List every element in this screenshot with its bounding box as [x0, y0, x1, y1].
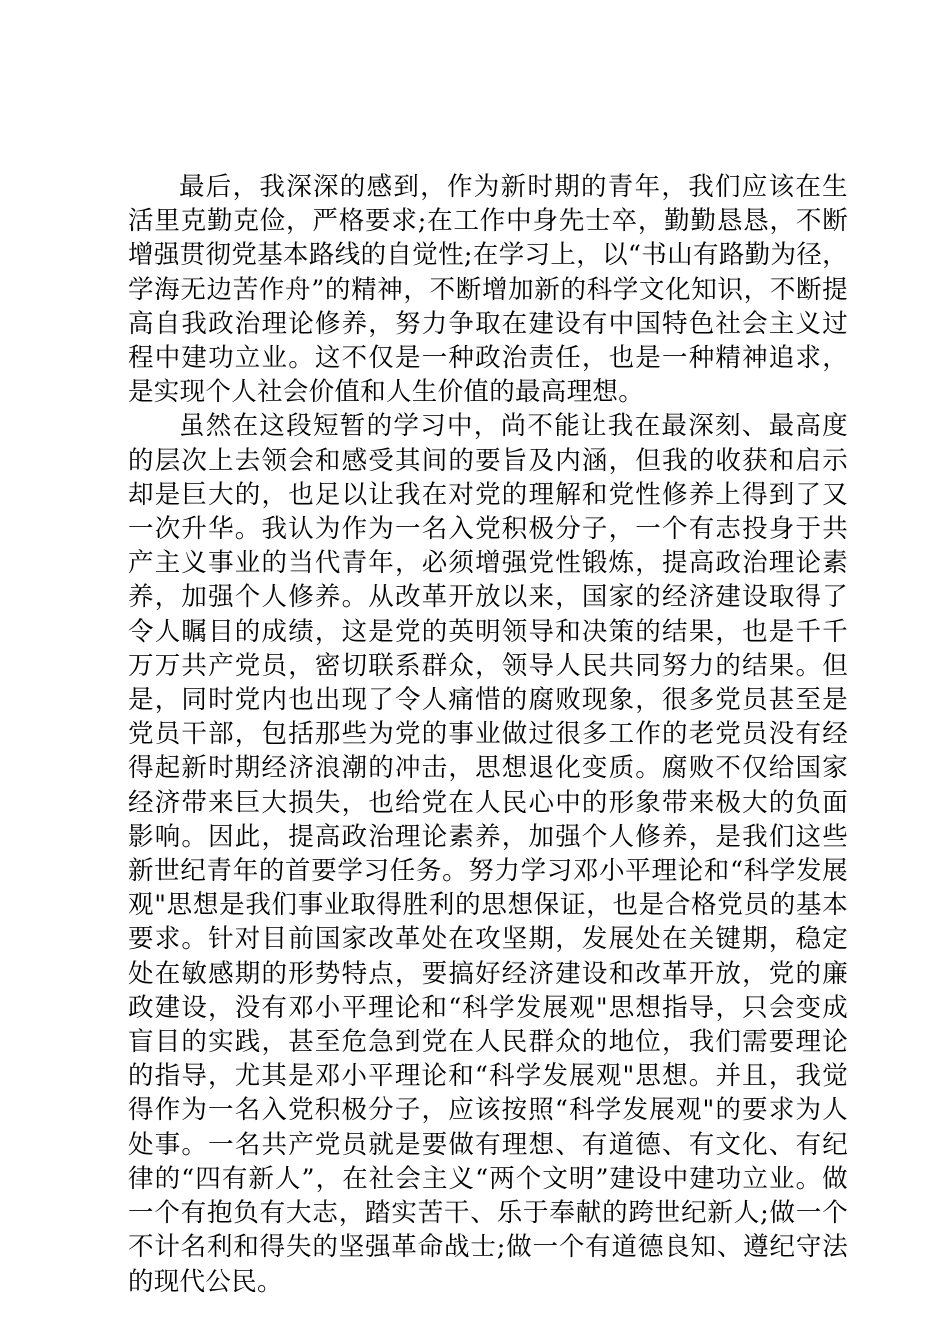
document-body	[128, 170, 848, 1299]
paragraph-1: 最后，我深深的感到，作为新时期的青年，我们应该在生活里克勤克俭，严格要求;在工作中身先士卒，勤勤恳恳，不断增强贯彻党基本路线的自觉性;在学习上，以“书山有路勤为径，学海无边苦作舟”的精神，不断增加新的科学文化知识，不断提高自我政治理论修养，努力争取在建设有中国特色社会主义过程中建功立业。这不仅是一种政治责任，也是一种精神追求，是实现个人社会价值和人生价值的最高理想。	[128, 172, 848, 408]
paragraph-2: 虽然在这段短暂的学习中，尚不能让我在最深刻、最高度的层次上去领会和感受其间的要旨及内涵，但我的收获和启示却是巨大的，也足以让我在对党的理解和党性修养上得到了又一次升华。我认为作为一名入党积极分子，一个有志投身于共产主义事业的当代青年，必须增强党性锻炼，提高政治理论素养，加强个人修养。从改革开放以来，国家的经济建设取得了令人瞩目的成绩，这是党的英明领导和决策的结果，也是千千万万共产党员，密切联系群众，领导人民共同努力的结果。但是，同时党内也出现了令人痛惜的腐败现象，很多党员甚至是党员干部，包括那些为党的事业做过很多工作的老党员没有经得起新时期经济浪潮的冲击，思想退化变质。腐败不仅给国家经济带来巨大损失，也给党在人民心中的形象带来极大的负面影响。因此，提高政治理论素养，加强个人修养，是我们这些新世纪青年的首要学习任务。努力学习邓小平理论和“科学发展观"思想是我们事业取得胜利的思想保证，也是合格党员的基本要求。针对目前国家改革处在攻坚期，发展处在关键期，稳定处在敏感期的形势特点，要搞好经济建设和改革开放，党的廉政建设，没有邓小平理论和“科学发展观"思想指导，只会变成盲目的实践，甚至危急到党在人民群众的地位，我们需要理论的指导，尤其是邓小平理论和“科学发展观"思想。并且，我觉得作为一名入党积极分子，应该按照“科学发展观"的要求为人处事。一名共产党员就是要做有理想、有道德、有文化、有纪律的“四有新人”，在社会主义“两个文明”建设中建功立业。做一个有抱负有大志，踏实苦干、乐于奉献的跨世纪新人;做一个不计名利和得失的坚强革命战士;做一个有道德良知、遵纪守法的现代公民。	[128, 411, 848, 1297]
